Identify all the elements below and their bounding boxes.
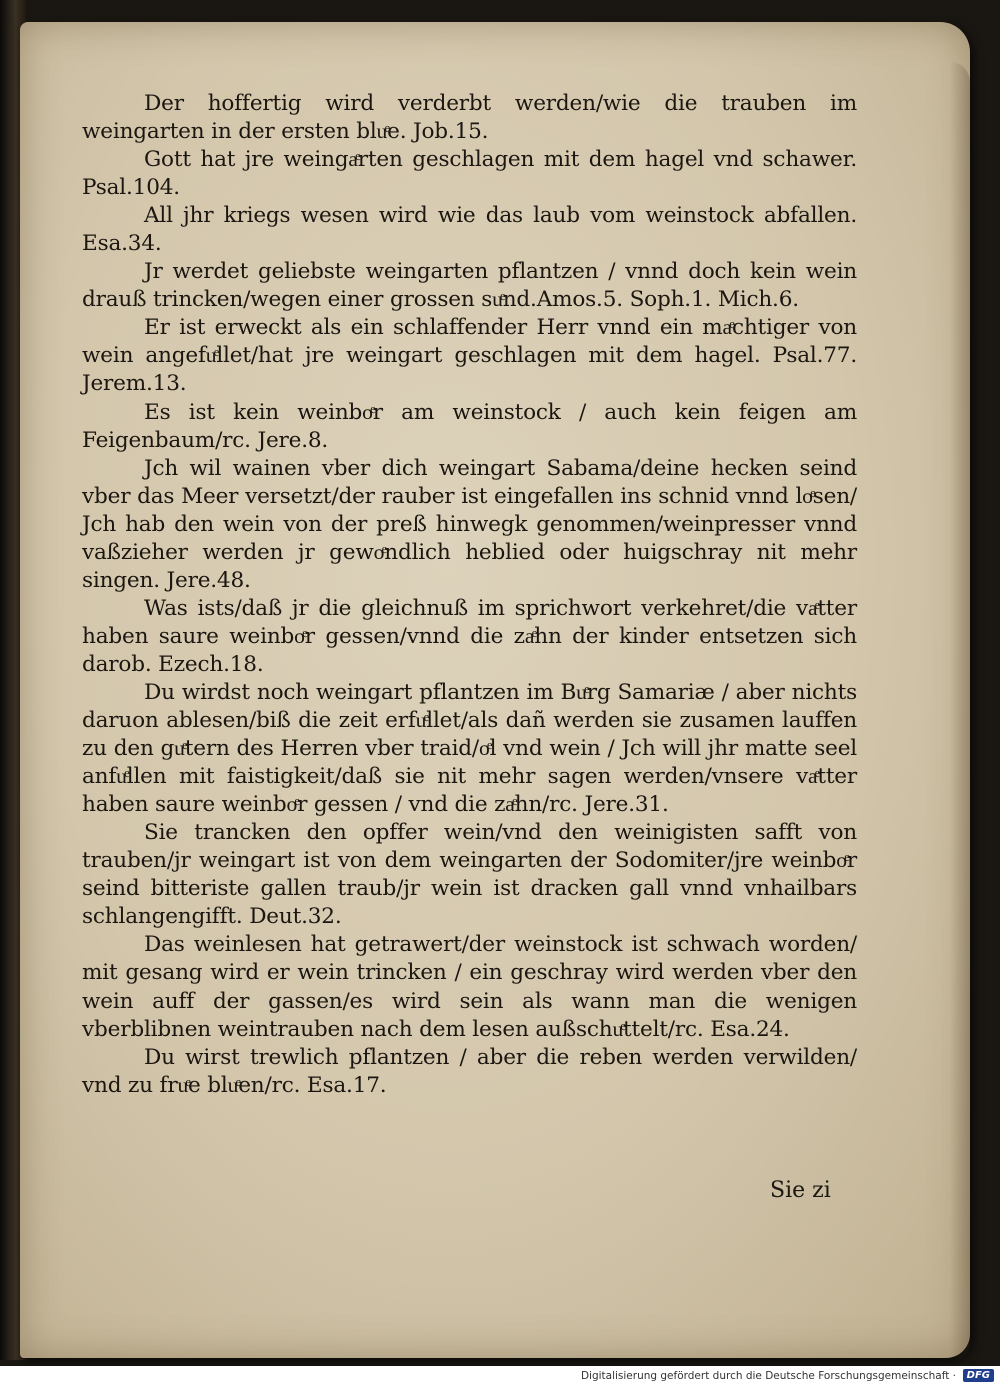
paragraph: Der hoffertig wird verderbt werden/wie die trauben im weingarten in der ersten bluͤe. Job.15. xyxy=(82,91,857,145)
catchword: Sie zi xyxy=(770,1178,831,1203)
paragraph: Du wirdst noch weingart pflantzen im Buͤrg Samariæ / aber nichts daruon ablesen/biß die zeit erfuͤllet/als dañ werden sie zusamen lauffen zu den guͤtern des Herren vber traid/oͤl vnd wein / Jch will jhr matte seel anfuͤllen mit faistigkeit/daß sie nit mehr sagen werden/vnsere vaͤtter haben saure weinboͤr gessen / vnd die zaͤhn/rc. Jere.31. xyxy=(82,679,857,818)
paragraph: Was ists/daß jr die gleichnuß im sprichwort verkehret/die vaͤtter haben saure weinboͤr gessen/vnnd die zaͤhn der kinder entsetzen sich darob. Ezech.18. xyxy=(82,595,857,677)
page-curl-shadow xyxy=(950,62,970,1362)
paragraph: Jch wil wainen vber dich weingart Sabama/deine hecken seind vber das Meer versetzt/der rauber ist eingefallen ins schnid vnnd loͤsen/ Jch hab den wein von der preß hinwegk genommen/weinpresser vnnd vaßzieher werden jr gewoͤndlich heblied oder huigschray nit mehr singen. Jere.48. xyxy=(82,455,857,593)
paragraph: Das weinlesen hat getrawert/der weinstock ist schwach worden/ mit gesang wird er wein trincken / ein geschray wird werden vber den wein auff der gassen/es wird sein als wann man die wenigen vberblibnen weintrauben nach dem lesen außschuͤttelt/rc. Esa.24. xyxy=(82,932,857,1042)
paragraph: All jhr kriegs wesen wird wie das laub vom weinstock abfallen. Esa.34. xyxy=(82,203,857,257)
dfg-logo: DFG xyxy=(963,1369,994,1382)
body-text xyxy=(82,90,857,1100)
paragraph: Er ist erweckt als ein schlaffender Herr vnnd ein maͤchtiger von wein angefuͤllet/hat jre weingart geschlagen mit dem hagel. Psal.77. Jerem.13. xyxy=(82,315,857,397)
paragraph: Jr werdet geliebste weingarten pflantzen / vnnd doch kein wein drauß trincken/wegen einer grossen suͤnd.Amos.5. Soph.1. Mich.6. xyxy=(82,259,857,313)
paragraph: Es ist kein weinboͤr am weinstock / auch kein feigen am Feigenbaum/rc. Jere.8. xyxy=(82,399,857,453)
digitization-footer xyxy=(0,1366,1000,1389)
paragraph: Sie trancken den opffer wein/vnd den weinigisten safft von trauben/jr weingart ist von dem weingarten der Sodomiter/jre weinboͤr seind bitteriste gallen traub/jr wein ist dracken gall vnnd vnhailbars schlangengifft. Deut.32. xyxy=(82,820,857,930)
paragraph: Du wirst trewlich pflantzen / aber die reben werden verwilden/ vnd zu fruͤe bluͤen/rc. Esa.17. xyxy=(82,1044,857,1098)
funding-notice: Digitalisierung gefördert durch die Deutsche Forschungsgemeinschaft · xyxy=(580,1370,956,1382)
paragraph: Gott hat jre weingaͤrten geschlagen mit dem hagel vnd schawer. Psal.104. xyxy=(82,147,857,201)
